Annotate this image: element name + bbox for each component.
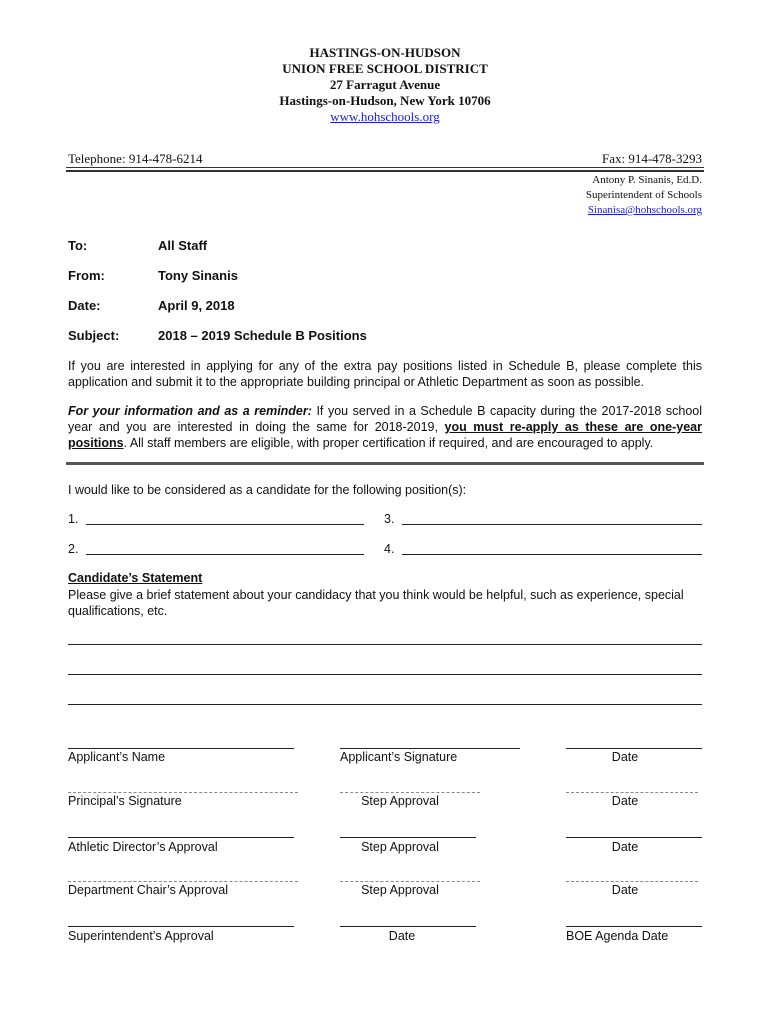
reminder-lead: For your information and as a reminder bbox=[68, 404, 308, 418]
positions-intro: I would like to be considered as a candidate for the following position(s): bbox=[68, 483, 467, 497]
telephone: Telephone: 914-478-6214 bbox=[68, 151, 203, 166]
date-label: Date: bbox=[68, 298, 101, 313]
statement-heading: Candidate’s Statement bbox=[68, 571, 203, 585]
subject-value: 2018 – 2019 Schedule B Positions bbox=[158, 328, 367, 343]
position-number-4: 4. bbox=[384, 542, 395, 556]
superintendent-approval-label: Superintendent’s Approval bbox=[68, 929, 214, 943]
header-rule-thick bbox=[66, 170, 704, 172]
boe-agenda-date-label: BOE Agenda Date bbox=[566, 929, 669, 943]
to-value: All Staff bbox=[158, 238, 208, 253]
department-chair-label: Department Chair’s Approval bbox=[68, 883, 229, 897]
intro-paragraph: If you are interested in applying for any of the extra pay positions listed in Schedule B, please complete this application and submit it to the appropriate building principal or Athletic Department as soon as possible. bbox=[68, 359, 702, 389]
date-value: April 9, 2018 bbox=[158, 298, 235, 313]
header-rule-thin bbox=[66, 167, 704, 168]
website-link[interactable]: www.hohschools.org bbox=[330, 109, 440, 124]
date1-label: Date bbox=[611, 750, 639, 764]
district-name-line1: HASTINGS-ON-HUDSON bbox=[309, 45, 461, 60]
date5-line[interactable] bbox=[340, 926, 476, 927]
letterhead bbox=[0, 45, 770, 125]
reminder-emphasis: you must re-apply as these are one-year positions bbox=[68, 420, 703, 450]
applicant-signature-label: Applicant’s Signature bbox=[340, 750, 458, 764]
position-number-3: 3. bbox=[384, 512, 395, 526]
fax: Fax: 914-478-3293 bbox=[601, 151, 702, 166]
superintendent-email-link[interactable]: Sinanisa@hohschools.org bbox=[587, 204, 702, 216]
reminder-paragraph bbox=[68, 403, 702, 451]
reminder-text: If you served in a Schedule B capacity during the 2017-2018 school year and you are interested in doing the same for 2018-2019, bbox=[68, 404, 702, 434]
position-field-3[interactable] bbox=[402, 524, 702, 525]
district-name-line2: UNION FREE SCHOOL DISTRICT bbox=[282, 61, 488, 76]
position-number-2: 2. bbox=[68, 542, 79, 556]
position-field-4[interactable] bbox=[402, 554, 702, 555]
boe-agenda-date-line[interactable] bbox=[566, 926, 702, 927]
athletic-director-label: Athletic Director’s Approval bbox=[68, 840, 218, 854]
department-chair-line[interactable] bbox=[68, 881, 298, 882]
reminder-end: . All staff members are eligible, with proper certification if required, and are encouraged to apply. bbox=[123, 436, 654, 450]
step-approval1-line[interactable] bbox=[340, 792, 480, 793]
position-number-1: 1. bbox=[68, 512, 79, 526]
section-divider bbox=[66, 462, 704, 465]
statement-prompt: Please give a brief statement about your candidacy that you think would be helpful, such as experience, special qualifications, etc. bbox=[68, 588, 684, 618]
address-city: Hastings-on-Hudson, New York 10706 bbox=[279, 93, 491, 108]
date1-line[interactable] bbox=[566, 748, 702, 749]
statement-line-1[interactable] bbox=[68, 644, 702, 645]
applicant-name-label: Applicant’s Name bbox=[68, 750, 166, 764]
principal-signature-line[interactable] bbox=[68, 792, 298, 793]
superintendent-title: Superintendent of Schools bbox=[585, 189, 702, 201]
reminder-colon: : bbox=[307, 404, 312, 418]
step-approval3-line[interactable] bbox=[340, 881, 480, 882]
date2-line[interactable] bbox=[566, 792, 698, 793]
subject-label: Subject: bbox=[68, 328, 120, 343]
superintendent-block bbox=[586, 173, 702, 218]
superintendent-approval-line[interactable] bbox=[68, 926, 294, 927]
date4-label: Date bbox=[611, 883, 639, 897]
applicant-signature-line[interactable] bbox=[340, 748, 520, 749]
from-label: From: bbox=[68, 268, 105, 283]
from-value: Tony Sinanis bbox=[158, 268, 238, 283]
superintendent-name: Antony P. Sinanis, Ed.D. bbox=[592, 174, 702, 186]
address-street: 27 Farragut Avenue bbox=[329, 77, 441, 92]
date3-label: Date bbox=[611, 840, 639, 854]
step-approval2-line[interactable] bbox=[340, 837, 476, 838]
athletic-director-line[interactable] bbox=[68, 837, 294, 838]
principal-signature-label: Principal’s Signature bbox=[68, 794, 182, 808]
statement-line-3[interactable] bbox=[68, 704, 702, 705]
to-label: To: bbox=[68, 238, 88, 253]
date5-label: Date bbox=[388, 929, 416, 943]
step-approval2-label: Step Approval bbox=[361, 840, 439, 854]
statement-line-2[interactable] bbox=[68, 674, 702, 675]
position-field-2[interactable] bbox=[86, 554, 364, 555]
applicant-name-line[interactable] bbox=[68, 748, 294, 749]
date2-label: Date bbox=[611, 794, 639, 808]
date3-line[interactable] bbox=[566, 837, 702, 838]
date4-line[interactable] bbox=[566, 881, 698, 882]
step-approval1-label: Step Approval bbox=[361, 794, 439, 808]
step-approval3-label: Step Approval bbox=[361, 883, 439, 897]
position-field-1[interactable] bbox=[86, 524, 364, 525]
